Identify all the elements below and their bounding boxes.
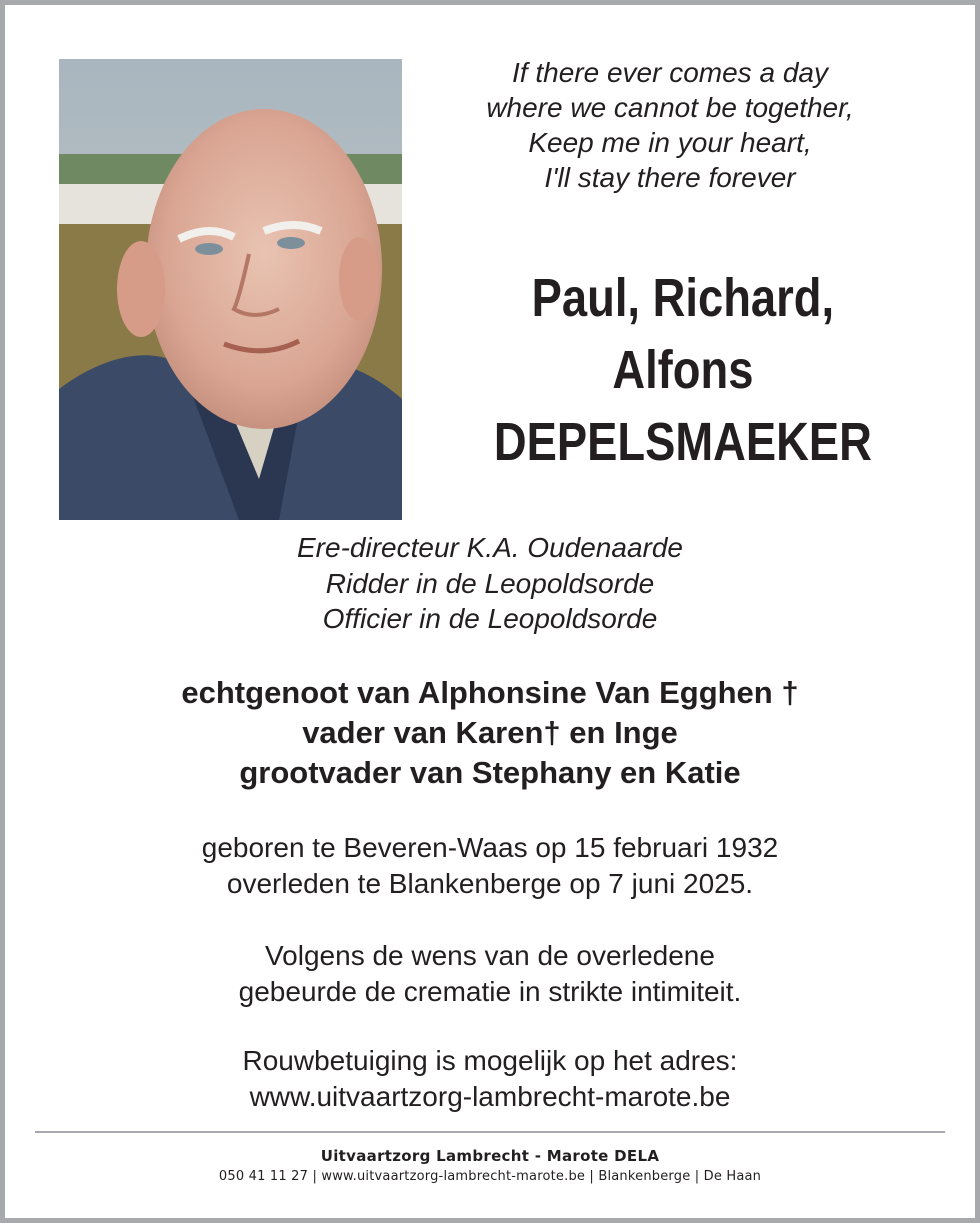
birth-death-dates	[0, 830, 980, 901]
footer-divider	[35, 1131, 945, 1133]
honorary-titles	[0, 530, 980, 637]
condolence-notice	[0, 1043, 980, 1114]
cremation-line: gebeurde de crematie in strikte intimiteit.	[238, 975, 742, 1007]
grandchildren-line: grootvader van Stephany en Katie	[239, 755, 741, 790]
cremation-line: Volgens de wens van de overledene	[265, 940, 715, 971]
condolence-url[interactable]: www.uitvaartzorg-lambrecht-marote.be	[249, 1080, 731, 1112]
title-line: Officier in de Leopoldsorde	[322, 603, 658, 634]
name-line-surname: DEPELSMAEKER	[493, 412, 872, 472]
poem-line: Keep me in your heart,	[528, 127, 812, 158]
condolence-line: Rouwbetuiging is mogelijk op het adres:	[242, 1045, 738, 1076]
title-line: Ere-directeur K.A. Oudenaarde	[297, 532, 683, 563]
funeral-home-contact: 050 41 11 27 | www.uitvaartzorg-lambrecht-marote.be | Blankenberge | De Haan	[218, 1169, 762, 1184]
name-line-middle-name: Alfons	[612, 340, 754, 400]
deceased-name	[471, 262, 894, 478]
poem-line: where we cannot be together,	[486, 92, 854, 123]
family-relations	[0, 673, 980, 793]
funeral-home-name: Uitvaartzorg Lambrecht - Marote DELA	[320, 1147, 660, 1165]
birth-line: geboren te Beveren-Waas op 15 februari 1932	[201, 832, 779, 863]
memorial-poem	[432, 55, 908, 195]
portrait-photo	[59, 59, 402, 520]
spouse-line: echtgenoot van Alphonsine Van Egghen †	[181, 675, 799, 710]
cremation-notice	[0, 938, 980, 1009]
poem-line: I'll stay there forever	[544, 162, 796, 193]
poem-line: If there ever comes a day	[512, 57, 828, 88]
title-line: Ridder in de Leopoldsorde	[325, 567, 655, 599]
children-line: vader van Karen† en Inge	[302, 715, 678, 750]
name-line-first-names: Paul, Richard,	[531, 268, 835, 328]
death-line: overleden te Blankenberge op 7 juni 2025.	[226, 867, 754, 899]
